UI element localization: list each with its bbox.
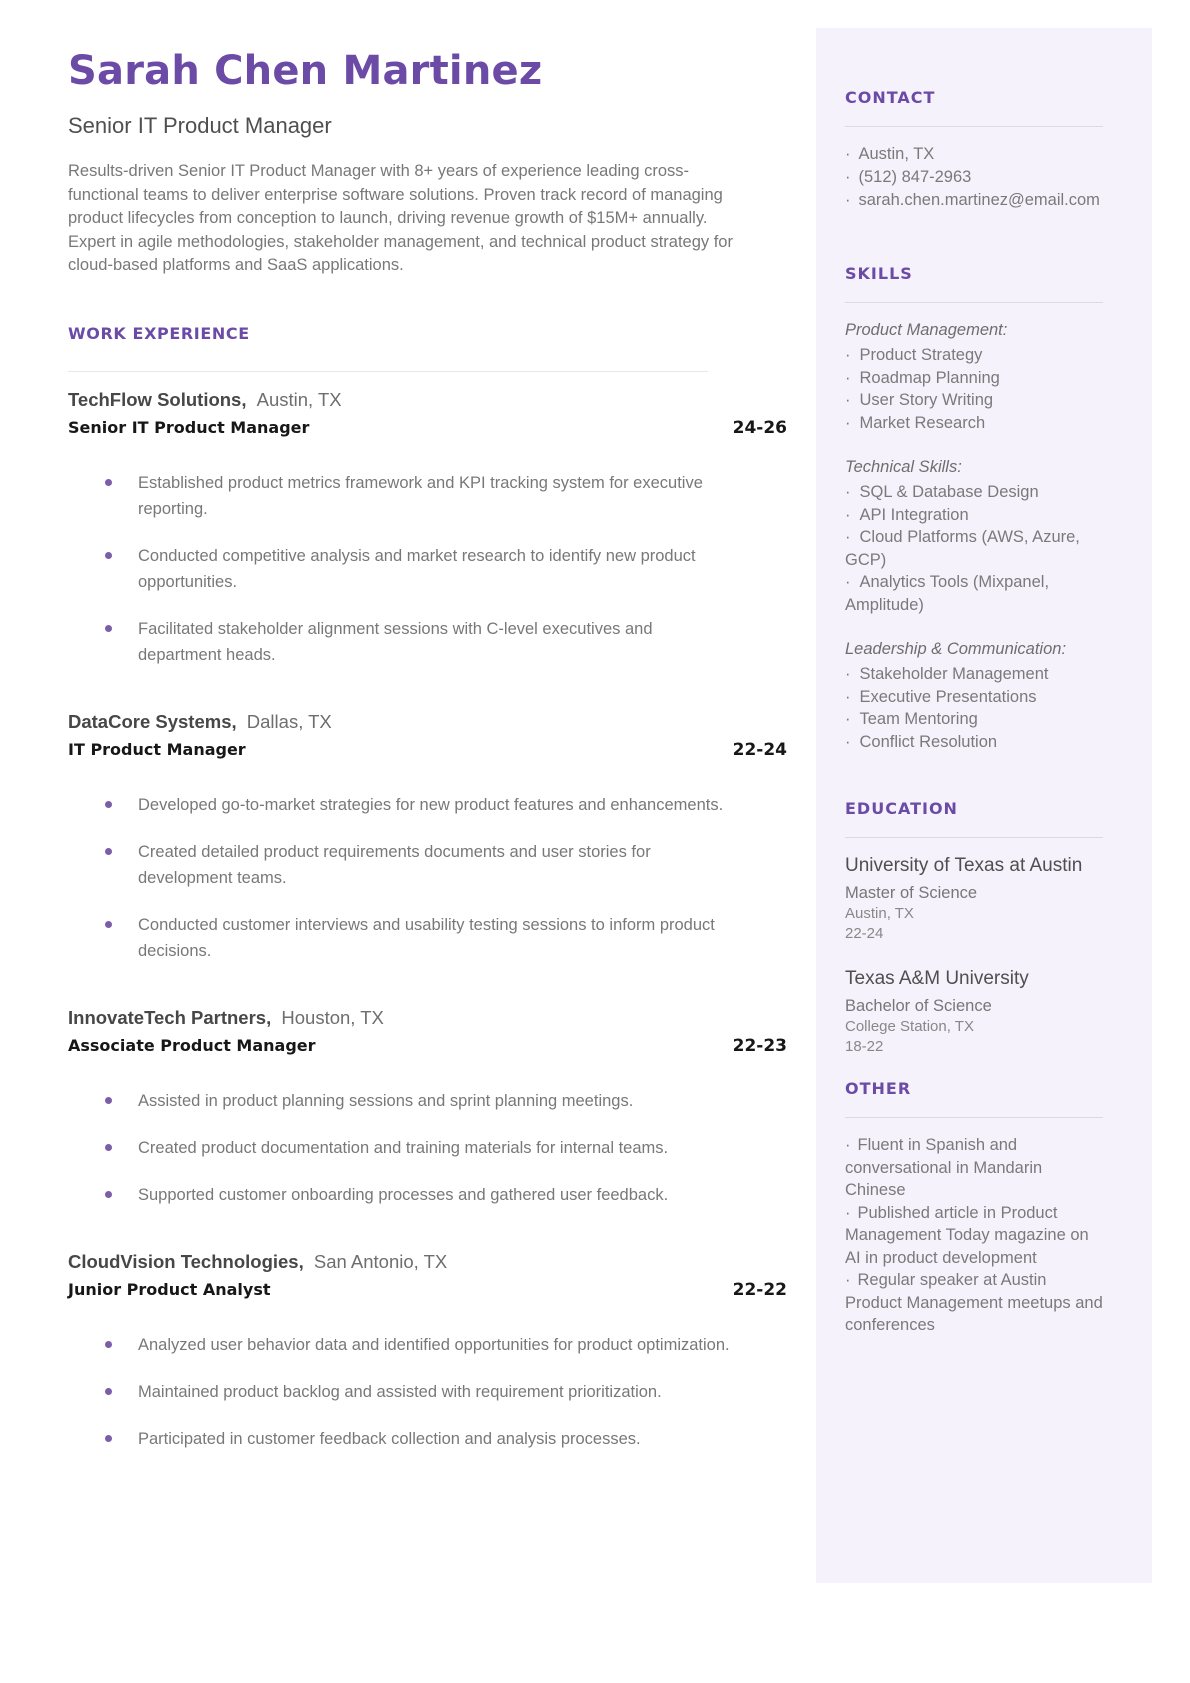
skill-group-label: Product Management:: [845, 321, 1008, 339]
job-bullet: Assisted in product planning sessions and sprint planning meetings.: [68, 1088, 787, 1114]
company-name: InnovateTech Partners,: [68, 1006, 272, 1028]
other-item: · Fluent in Spanish and conversational in Mandarin Chinese: [845, 1134, 1103, 1202]
job-title: Associate Product Manager: [68, 1035, 316, 1055]
job-dates: 24-26: [732, 417, 787, 438]
school-degree: Master of Science: [845, 884, 978, 902]
job-entry: [68, 1006, 787, 1208]
job-bullet-list: [68, 1088, 787, 1208]
job-bullet: Facilitated stakeholder alignment sessions with C-level executives and department heads.: [68, 616, 787, 668]
contact-section: [845, 88, 1103, 212]
section-divider: [68, 371, 708, 372]
school-entry: [845, 967, 1103, 1057]
section-divider: [845, 126, 1103, 127]
company-location: Dallas, TX: [246, 710, 332, 732]
other-item: · Regular speaker at Austin Product Management meetups and conferences: [845, 1269, 1103, 1337]
other-section: [845, 1079, 1103, 1337]
section-divider: [845, 837, 1103, 838]
skills-section: [845, 264, 1103, 753]
skill-item: · Market Research: [845, 412, 1103, 435]
main-column: [68, 48, 787, 1473]
job-company-line: [68, 388, 787, 412]
section-divider: [845, 1117, 1103, 1118]
skill-item: · Cloud Platforms (AWS, Azure, GCP): [845, 526, 1103, 571]
skill-item: · API Integration: [845, 504, 1103, 527]
job-entry: [68, 710, 787, 964]
section-divider: [845, 302, 1103, 303]
job-bullet-list: [68, 792, 787, 964]
company-location: Houston, TX: [281, 1006, 384, 1028]
school-degree: Bachelor of Science: [845, 997, 992, 1015]
company-location: Austin, TX: [256, 388, 342, 410]
job-company-line: [68, 1006, 787, 1030]
company-name: CloudVision Technologies,: [68, 1250, 304, 1272]
job-title-line: [68, 417, 787, 439]
job-title: Senior IT Product Manager: [68, 417, 310, 437]
skill-item: · Analytics Tools (Mixpanel, Amplitude): [845, 571, 1103, 616]
skill-item: · Stakeholder Management: [845, 663, 1103, 686]
skill-item: · Conflict Resolution: [845, 731, 1103, 754]
job-bullet: Supported customer onboarding processes and gathered user feedback.: [68, 1182, 787, 1208]
skill-item: · Product Strategy: [845, 344, 1103, 367]
contact-heading: CONTACT: [845, 88, 936, 107]
other-heading: OTHER: [845, 1079, 912, 1098]
skill-item: · Team Mentoring: [845, 708, 1103, 731]
education-heading: EDUCATION: [845, 799, 958, 818]
job-entry: [68, 1250, 787, 1452]
skill-item: · SQL & Database Design: [845, 481, 1103, 504]
contact-phone: · (512) 847-2963: [845, 166, 1103, 189]
school-dates: 18-22: [845, 1038, 884, 1055]
job-bullet-list: [68, 1332, 787, 1452]
job-dates: 22-24: [732, 739, 787, 760]
skills-heading: SKILLS: [845, 264, 913, 283]
person-name: Sarah Chen Martinez: [68, 48, 543, 94]
contact-location: · Austin, TX: [845, 143, 1103, 166]
person-job-title: Senior IT Product Manager: [68, 113, 332, 138]
school-name: Texas A&M University: [845, 968, 1029, 989]
work-experience-heading: WORK EXPERIENCE: [68, 323, 250, 343]
job-bullet: Established product metrics framework and KPI tracking system for executive reporting.: [68, 470, 787, 522]
job-bullet: Participated in customer feedback collection and analysis processes.: [68, 1426, 787, 1452]
school-name: University of Texas at Austin: [845, 855, 1083, 876]
skill-group: [845, 456, 1103, 616]
education-section: [845, 799, 1103, 1057]
skill-group-label: Technical Skills:: [845, 458, 962, 476]
job-company-line: [68, 1250, 787, 1274]
job-title: IT Product Manager: [68, 739, 246, 759]
skill-group-label: Leadership & Communication:: [845, 640, 1067, 658]
sidebar: [816, 28, 1152, 1583]
job-bullet: Created detailed product requirements documents and user stories for development teams.: [68, 839, 787, 891]
skill-group: [845, 319, 1103, 434]
school-entry: [845, 854, 1103, 944]
job-bullet: Developed go-to-market strategies for new product features and enhancements.: [68, 792, 787, 818]
professional-summary: Results-driven Senior IT Product Manager with 8+ years of experience leading cross-functional teams to deliver enterprise software solutions. Proven track record of managing product lifecycles from conception to launch, driving revenue growth of $15M+ annually. Expert in agile methodologies, stakeholder management, and technical product strategy for cloud-based platforms and SaaS applications.: [68, 162, 733, 274]
job-title-line: [68, 1279, 787, 1301]
job-bullet: Analyzed user behavior data and identified opportunities for product optimization.: [68, 1332, 787, 1358]
skill-item: · Executive Presentations: [845, 686, 1103, 709]
contact-email: · sarah.chen.martinez@email.com: [845, 189, 1103, 212]
other-item: · Published article in Product Management Today magazine on AI in product development: [845, 1202, 1103, 1270]
job-title-line: [68, 1035, 787, 1057]
job-bullet: Conducted competitive analysis and market research to identify new product opportunities.: [68, 543, 787, 595]
company-name: TechFlow Solutions,: [68, 388, 247, 410]
company-name: DataCore Systems,: [68, 710, 237, 732]
skill-group: [845, 638, 1103, 753]
job-dates: 22-22: [732, 1279, 787, 1300]
job-bullet: Conducted customer interviews and usability testing sessions to inform product decisions.: [68, 912, 787, 964]
school-location: Austin, TX: [845, 905, 914, 922]
job-bullet-list: [68, 470, 787, 668]
job-bullet: Maintained product backlog and assisted with requirement prioritization.: [68, 1379, 787, 1405]
job-company-line: [68, 710, 787, 734]
job-title: Junior Product Analyst: [68, 1279, 271, 1299]
skill-item: · User Story Writing: [845, 389, 1103, 412]
job-entry: [68, 388, 787, 668]
company-location: San Antonio, TX: [313, 1250, 448, 1272]
skill-item: · Roadmap Planning: [845, 367, 1103, 390]
job-title-line: [68, 739, 787, 761]
job-dates: 22-23: [732, 1035, 787, 1056]
job-bullet: Created product documentation and training materials for internal teams.: [68, 1135, 787, 1161]
school-dates: 22-24: [845, 925, 884, 942]
school-location: College Station, TX: [845, 1018, 974, 1035]
